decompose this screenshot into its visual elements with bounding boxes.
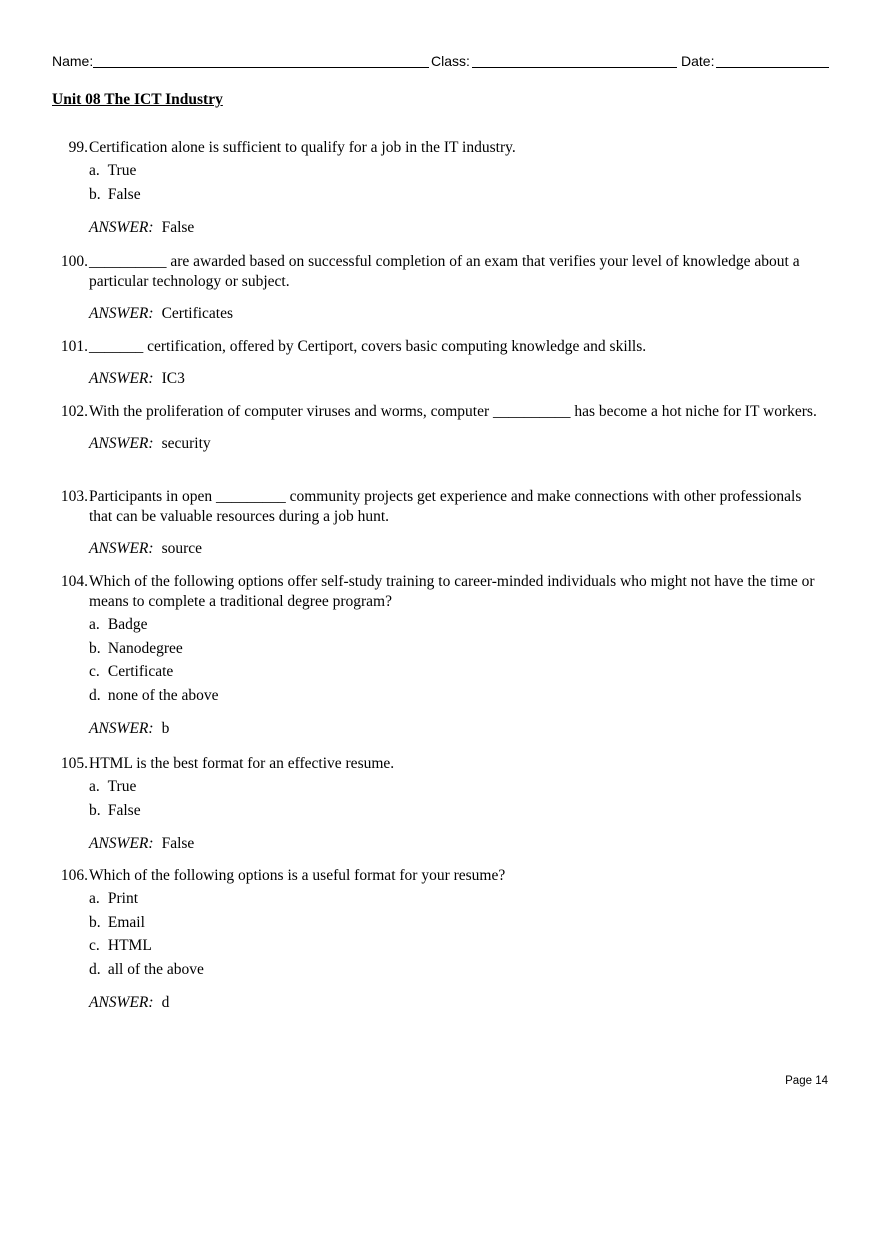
question-number: 99. (68, 139, 88, 156)
answer-line (52, 834, 822, 854)
question-stem (52, 402, 822, 422)
question-number: 105. (60, 755, 88, 772)
option-item (89, 887, 822, 911)
option-text: Badge (107, 616, 148, 633)
option-text: True (107, 162, 137, 179)
unit-title: Unit 08 The ICT Industry (52, 91, 223, 108)
option-letter: b. (89, 639, 101, 657)
page-number: Page 14 (785, 1075, 828, 1087)
answer-value: d (161, 994, 170, 1011)
answer-options (52, 159, 822, 206)
student-info-header (52, 52, 829, 72)
answer-label: ANSWER: (89, 435, 154, 452)
question-stem (52, 487, 822, 527)
option-item (89, 637, 822, 661)
answer-label: ANSWER: (89, 994, 154, 1011)
answer-label: ANSWER: (89, 540, 154, 557)
option-letter: d. (89, 686, 101, 704)
option-letter: b. (89, 913, 101, 931)
option-item (89, 159, 822, 183)
name-label: Name: (52, 53, 94, 69)
answer-label: ANSWER: (89, 219, 154, 236)
option-text: Nanodegree (107, 639, 183, 657)
option-item (89, 775, 822, 799)
question-text: With the proliferation of computer viruses and worms, computer __________ has become a hot niche for IT workers. (89, 403, 817, 420)
question-text: HTML is the best format for an effective resume. (89, 755, 395, 772)
question-106 (52, 866, 822, 1013)
answer-value: Certificates (161, 305, 234, 322)
answer-label: ANSWER: (89, 305, 154, 322)
option-letter: a. (89, 890, 100, 907)
name-blank-line (93, 67, 429, 68)
answer-options (52, 775, 822, 822)
answer-value: security (161, 435, 211, 452)
question-text: Which of the following options offer self-study training to career-minded individuals who might not have the time or means to complete a traditional degree program? (89, 573, 815, 610)
question-stem (52, 252, 822, 292)
question-101 (52, 337, 822, 389)
question-number: 101. (60, 338, 88, 355)
answer-label: ANSWER: (89, 720, 154, 737)
question-number: 104. (60, 573, 88, 590)
option-letter: a. (89, 162, 100, 179)
option-letter: d. (89, 960, 101, 978)
question-number: 103. (60, 488, 88, 505)
option-text: all of the above (107, 960, 204, 978)
option-letter: b. (89, 185, 101, 203)
question-stem (52, 138, 822, 158)
option-text: none of the above (107, 686, 219, 704)
option-letter: b. (89, 801, 101, 819)
question-text: __________ are awarded based on successful completion of an exam that verifies your level of knowledge about a particular technology or subject. (89, 253, 800, 290)
question-102 (52, 402, 822, 454)
question-stem (52, 754, 822, 774)
class-blank-line (472, 67, 677, 68)
option-letter: a. (89, 778, 100, 795)
option-item (89, 911, 822, 935)
answer-options (52, 613, 822, 707)
question-104 (52, 572, 822, 739)
answer-line (52, 218, 822, 238)
answer-line (52, 993, 822, 1013)
question-text: Participants in open _________ community projects get experience and make connections with other professionals that can be valuable resources during a job hunt. (89, 488, 802, 525)
option-text: HTML (107, 937, 152, 954)
answer-value: IC3 (161, 370, 185, 387)
option-text: False (107, 185, 141, 203)
option-item (89, 934, 822, 958)
answer-options (52, 887, 822, 981)
question-number: 102. (60, 403, 88, 420)
option-text: False (107, 801, 141, 819)
answer-value: False (161, 835, 195, 852)
option-text: Print (107, 890, 139, 907)
answer-line (52, 539, 822, 559)
option-item (89, 613, 822, 637)
answer-value: False (161, 219, 195, 236)
question-103 (52, 487, 822, 559)
date-blank-line (716, 67, 829, 68)
question-text: Which of the following options is a useful format for your resume? (89, 867, 506, 884)
option-item (89, 183, 822, 207)
question-text: _______ certification, offered by Certiport, covers basic computing knowledge and skills. (89, 338, 647, 355)
answer-label: ANSWER: (89, 835, 154, 852)
question-stem (52, 337, 822, 357)
question-99 (52, 138, 822, 238)
option-text: Certificate (107, 663, 174, 680)
option-text: True (107, 778, 137, 795)
answer-line (52, 369, 822, 389)
option-item (89, 799, 822, 823)
answer-line (52, 304, 822, 324)
class-label: Class: (431, 53, 470, 69)
option-item (89, 684, 822, 708)
option-letter: c. (89, 663, 100, 680)
question-105 (52, 754, 822, 854)
option-item (89, 660, 822, 684)
option-letter: c. (89, 937, 100, 954)
question-100 (52, 252, 822, 324)
option-letter: a. (89, 616, 100, 633)
question-stem (52, 572, 822, 612)
question-number: 106. (60, 867, 88, 884)
option-text: Email (107, 913, 145, 931)
answer-label: ANSWER: (89, 370, 154, 387)
question-text: Certification alone is sufficient to qualify for a job in the IT industry. (89, 139, 516, 156)
answer-value: b (161, 720, 170, 737)
option-item (89, 958, 822, 982)
answer-value: source (161, 540, 203, 557)
answer-line (52, 434, 822, 454)
question-stem (52, 866, 822, 886)
question-number: 100. (60, 253, 88, 270)
date-label: Date: (681, 53, 715, 69)
answer-line (52, 719, 822, 739)
